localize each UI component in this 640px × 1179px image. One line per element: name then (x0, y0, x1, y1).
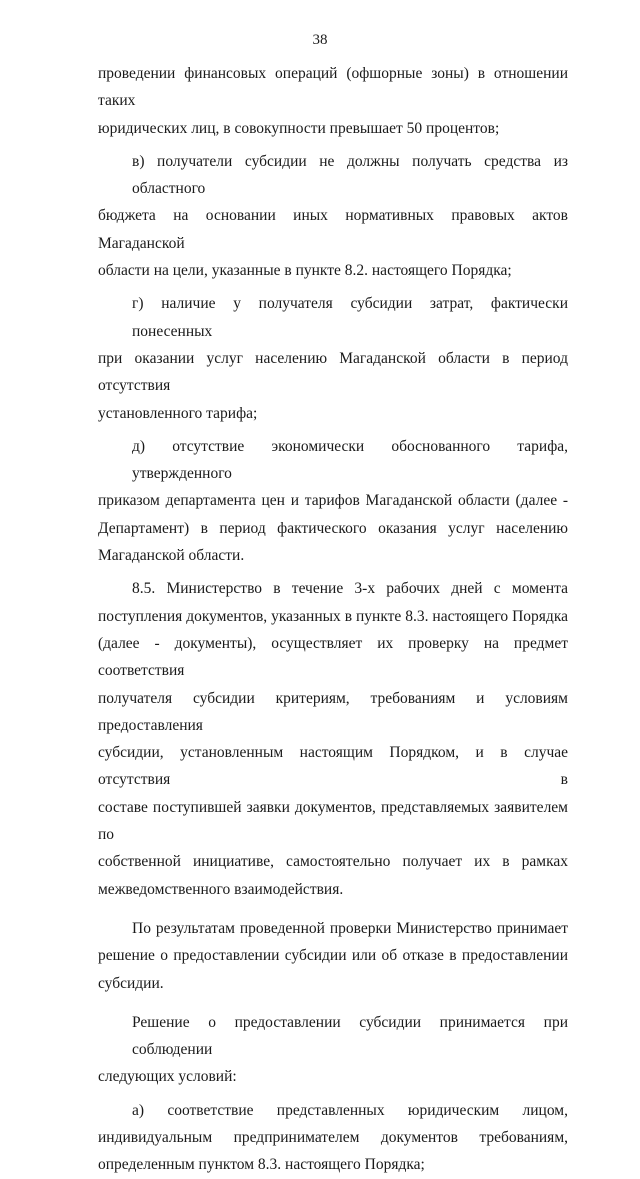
text-line: в) получатели субсидии не должны получать средства из областного (132, 152, 568, 198)
document-body (98, 60, 568, 1179)
text-line: а) соответствие представленных юридическим лицом, (132, 1101, 568, 1119)
paragraph-8-5 (98, 575, 568, 903)
text-line: приказом департамента цен и тарифов Магаданской области (далее - (98, 492, 568, 510)
text-line: области на цели, указанные в пункте 8.2. настоящего Порядка; (98, 262, 512, 280)
paragraph-condition-a (98, 1097, 568, 1179)
text-line: Департамент) в период фактического оказания услуг населению (98, 519, 568, 537)
text-line: решение о предоставлении субсидии или об отказе в предоставлении (98, 947, 568, 965)
text-line: межведомственного взаимодействия. (98, 880, 344, 898)
page-number: 38 (312, 32, 328, 48)
text-line: индивидуальным предпринимателем документов требованиям, (98, 1128, 568, 1146)
paragraph-decision-conditions (98, 1009, 568, 1091)
paragraph-offshore-continuation (98, 60, 568, 142)
text-line: По результатам проведенной проверки Министерство принимает (132, 919, 568, 937)
text-line: Решение о предоставлении субсидии принимается при соблюдении (132, 1013, 568, 1059)
paragraph-inspection-result (98, 915, 568, 997)
text-line: бюджета на основании иных нормативных правовых актов Магаданской (98, 207, 568, 252)
text-line: следующих условий: (98, 1068, 237, 1086)
text-line: 8.5. Министерство в течение 3-х рабочих дней с момента (132, 580, 568, 598)
text-line: (далее - документы), осуществляет их проверку на предмет соответствия (98, 634, 568, 680)
text-line: поступления документов, указанных в пункте 8.3. настоящего Порядка (98, 607, 568, 625)
text-line: установленного тарифа; (98, 404, 258, 422)
text-line: субсидии. (98, 974, 164, 992)
text-line: собственной инициативе, самостоятельно получает их в рамках (98, 853, 568, 871)
text-line: составе поступившей заявки документов, представляемых заявителем по (98, 798, 568, 844)
text-line: при оказании услуг населению Магаданской области в период отсутствия (98, 349, 568, 395)
text-line: Магаданской области. (98, 547, 245, 565)
text-line: определенным пунктом 8.3. настоящего Порядка; (98, 1156, 425, 1174)
text-line: получателя субсидии критериям, требованиям и условиям предоставления (98, 689, 568, 734)
text-line: д) отсутствие экономически обоснованного тарифа, утвержденного (132, 437, 568, 483)
paragraph-item-d (98, 433, 568, 569)
text-line: юридических лиц, в совокупности превышает 50 процентов; (98, 119, 500, 137)
text-line: проведении финансовых операций (офшорные зоны) в отношении таких (98, 65, 568, 110)
paragraph-item-v (98, 148, 568, 284)
paragraph-item-g (98, 290, 568, 426)
text-line: г) наличие у получателя субсидии затрат, фактически понесенных (132, 295, 568, 340)
text-line: субсидии, установленным настоящим Порядком, и в случае отсутствия в (98, 744, 568, 789)
